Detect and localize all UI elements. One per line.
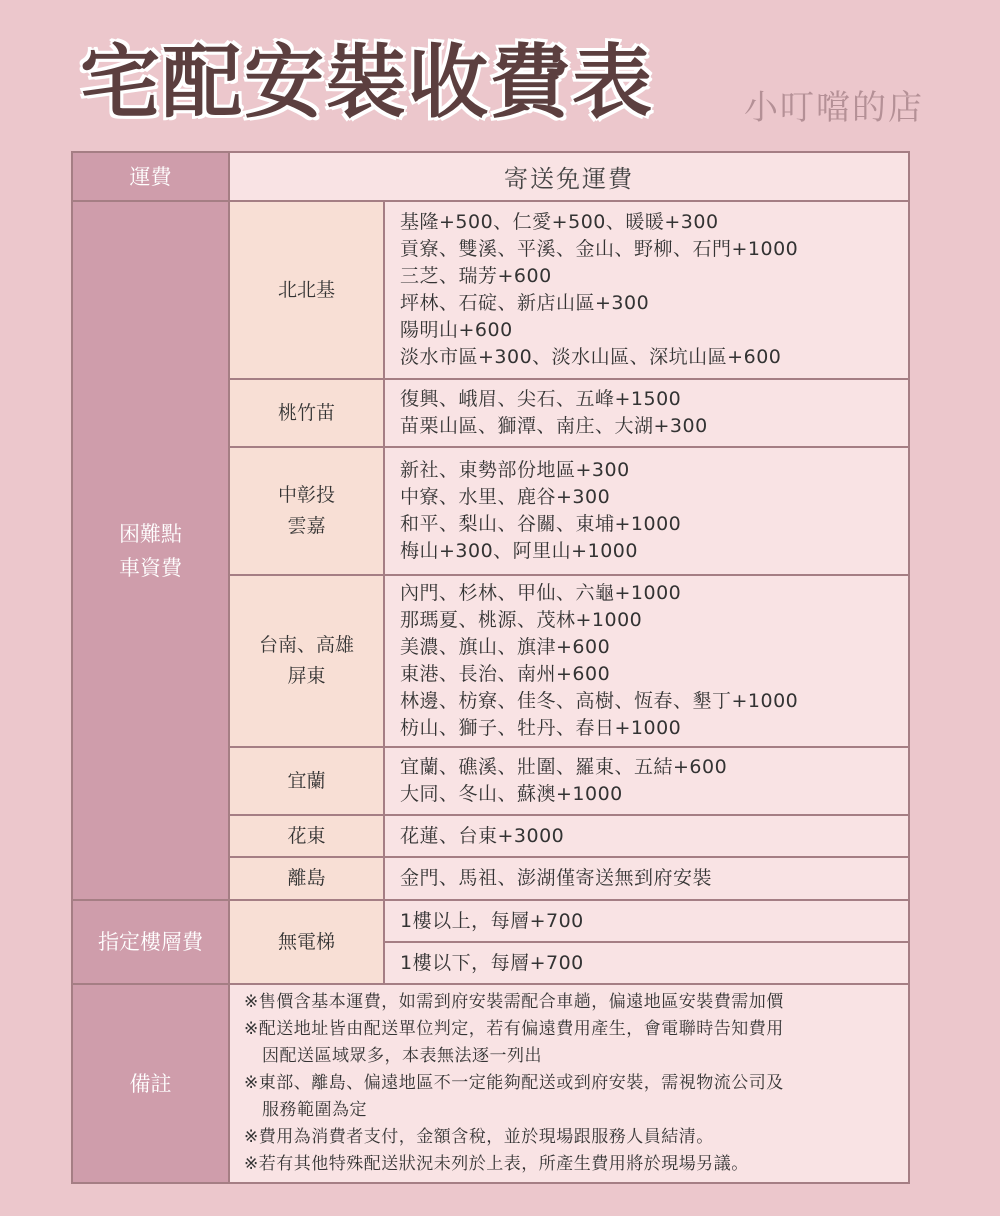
region-name-line: 宜蘭 xyxy=(287,769,326,792)
floor-fee-label: 指定樓層費 xyxy=(72,900,229,984)
region-detail-line: 那瑪夏、桃源、茂林+1000 xyxy=(400,609,643,631)
shop-name: 小叮噹的店 xyxy=(744,88,924,128)
region-name xyxy=(229,379,384,447)
floor-fee-detail: 1樓以下，每層+700 xyxy=(384,942,909,984)
region-detail-line: 陽明山+600 xyxy=(400,319,513,341)
region-detail-line: 林邊、枋寮、佳冬、高樹、恆春、墾丁+1000 xyxy=(400,690,799,712)
region-details xyxy=(384,447,909,575)
region-details xyxy=(384,747,909,815)
region-details xyxy=(384,575,909,747)
shipping-label: 運費 xyxy=(72,152,229,201)
region-detail-line: 三芝、瑞芳+600 xyxy=(400,265,552,287)
region-name xyxy=(229,815,384,857)
region-detail-line: 淡水市區+300、淡水山區、深坑山區+600 xyxy=(400,346,782,368)
remarks-row xyxy=(72,984,909,1183)
floor-fee-sub-label: 無電梯 xyxy=(229,900,384,984)
region-detail-line: 枋山、獅子、牡丹、春日+1000 xyxy=(400,717,682,739)
shipping-value: 寄送免運費 xyxy=(229,152,909,201)
region-detail-line: 和平、梨山、谷關、東埔+1000 xyxy=(400,513,682,535)
region-detail-line: 美濃、旗山、旗津+600 xyxy=(400,636,611,658)
region-details xyxy=(384,857,909,900)
remark-line: 服務範圍為定 xyxy=(262,1100,367,1120)
remark-line: ※若有其他特殊配送狀況未列於上表，所產生費用將於現場另議。 xyxy=(244,1154,749,1174)
region-detail-line: 貢寮、雙溪、平溪、金山、野柳、石門+1000 xyxy=(400,238,799,260)
region-details xyxy=(384,379,909,447)
region-detail-line: 基隆+500、仁愛+500、暖暖+300 xyxy=(400,211,719,233)
region-detail-line: 復興、峨眉、尖石、五峰+1500 xyxy=(400,388,682,410)
region-detail-line: 梅山+300、阿里山+1000 xyxy=(400,540,638,562)
remarks-notes xyxy=(229,984,909,1183)
region-name xyxy=(229,447,384,575)
remark-line: ※配送地址皆由配送單位判定，若有偏遠費用產生，會電聯時告知費用 xyxy=(244,1019,784,1039)
difficult-areas-label-line: 車資費 xyxy=(119,555,182,580)
region-detail-line: 東港、長治、南州+600 xyxy=(400,663,611,685)
region-detail-line: 大同、冬山、蘇澳+1000 xyxy=(400,783,623,805)
floor-fee-detail: 1樓以上，每層+700 xyxy=(384,900,909,942)
region-name xyxy=(229,201,384,379)
floor-fee-row xyxy=(72,900,909,942)
region-name-line: 雲嘉 xyxy=(287,515,326,537)
region-name xyxy=(229,575,384,747)
region-detail-line: 苗栗山區、獅潭、南庄、大湖+300 xyxy=(400,415,708,437)
region-name-line: 屏東 xyxy=(287,665,326,687)
remark-line: ※售價含基本運費，如需到府安裝需配合車趟，偏遠地區安裝費需加價 xyxy=(244,992,784,1012)
region-detail-line: 花蓮、台東+3000 xyxy=(400,824,565,847)
region-name xyxy=(229,857,384,900)
region-row xyxy=(72,201,909,379)
region-name-line: 台南、高雄 xyxy=(258,634,354,656)
page-title: 宅配安裝收費表 xyxy=(80,36,654,129)
region-details xyxy=(384,201,909,379)
difficult-areas-label-line: 困難點 xyxy=(119,521,182,546)
region-name-line: 離島 xyxy=(287,867,326,889)
region-details xyxy=(384,815,909,857)
difficult-areas-label xyxy=(72,201,229,900)
fee-table xyxy=(71,151,910,1184)
region-name-line: 花東 xyxy=(287,824,326,847)
region-name-line: 中彰投 xyxy=(277,484,335,506)
region-detail-line: 內門、杉林、甲仙、六龜+1000 xyxy=(400,582,682,604)
region-detail-line: 宜蘭、礁溪、壯圍、羅東、五結+600 xyxy=(400,756,728,778)
region-detail-line: 坪林、石碇、新店山區+300 xyxy=(400,292,650,314)
region-detail-line: 金門、馬祖、澎湖僅寄送無到府安裝 xyxy=(400,867,713,889)
region-detail-line: 中寮、水里、鹿谷+300 xyxy=(400,486,611,508)
region-detail-line: 新社、東勢部份地區+300 xyxy=(400,459,630,481)
remark-line: ※費用為消費者支付，金額含稅，並於現場跟服務人員結清。 xyxy=(244,1127,714,1147)
shipping-row xyxy=(72,152,909,201)
remarks-label: 備註 xyxy=(72,984,229,1183)
remark-line: ※東部、離島、偏遠地區不一定能夠配送或到府安裝，需視物流公司及 xyxy=(244,1073,784,1093)
region-name xyxy=(229,747,384,815)
region-name-line: 桃竹苗 xyxy=(277,401,335,424)
region-name-line: 北北基 xyxy=(277,278,335,301)
remark-line: 因配送區域眾多，本表無法逐一列出 xyxy=(262,1046,542,1066)
